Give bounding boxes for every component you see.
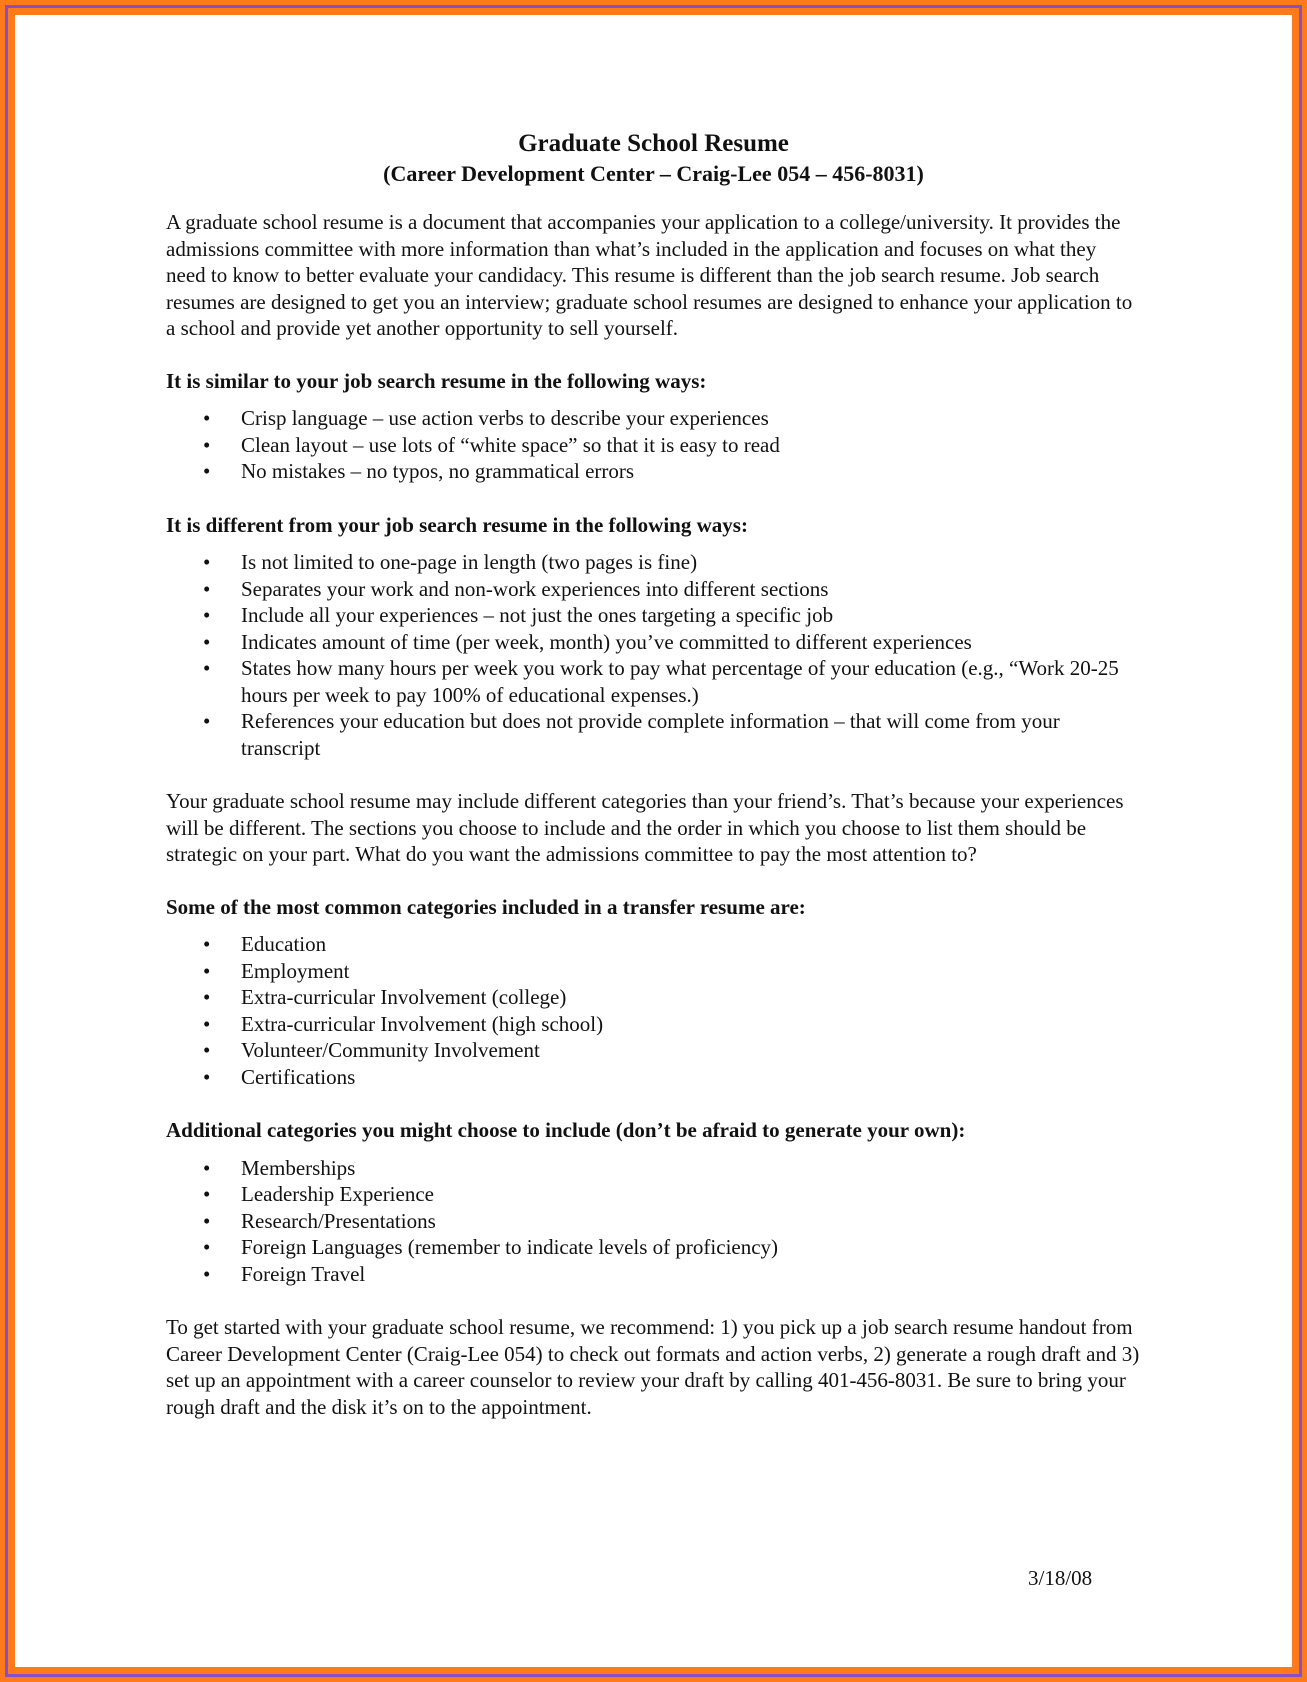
- list-item: [166, 602, 1141, 629]
- bullet-icon: •: [203, 1064, 211, 1089]
- list-item: [166, 958, 1141, 985]
- list-item-text: Foreign Travel: [241, 1261, 366, 1286]
- list-item-text: States how many hours per week you work to pay what percentage of your education (e.g., “Work 20-25 hours per week to pay 100% of educational expenses.): [241, 656, 1119, 707]
- bullet-icon: •: [203, 1038, 211, 1062]
- list-item: [166, 1155, 1141, 1182]
- bullet-icon: •: [203, 985, 211, 1009]
- bullet-icon: •: [203, 958, 211, 983]
- list-item: [166, 1181, 1141, 1208]
- bullet-icon: •: [203, 656, 211, 680]
- document-date: 3/18/08: [1028, 1566, 1093, 1590]
- bullet-icon: •: [203, 1208, 211, 1233]
- list-item: [166, 549, 1141, 576]
- bullet-icon: •: [203, 1011, 211, 1036]
- list-item-text: Extra-curricular Involvement (high school): [241, 1011, 604, 1036]
- list-item-text: Leadership Experience: [241, 1182, 434, 1206]
- bullet-icon: •: [203, 1182, 211, 1206]
- bullet-icon: •: [203, 550, 211, 574]
- list-item: [166, 576, 1141, 603]
- categories-paragraph: Your graduate school resume may include different categories than your friend’s. That’s because your experiences will be different. The sections you choose to include and the order in which you choose to list them should be strategic on your part. What do you want the admissions committee to pay the most attention to?: [166, 789, 1124, 866]
- different-list: [166, 549, 1141, 761]
- list-item: [166, 1261, 1141, 1288]
- bullet-icon: •: [203, 932, 211, 956]
- additional-categories-heading: Additional categories you might choose to include (don’t be afraid to generate your own):: [166, 1118, 966, 1142]
- bullet-icon: •: [203, 406, 211, 430]
- list-item: [166, 432, 1141, 459]
- list-item: [166, 931, 1141, 958]
- common-categories-list: [166, 931, 1141, 1090]
- list-item: [166, 405, 1141, 432]
- list-item-text: Education: [241, 932, 327, 956]
- bullet-icon: •: [203, 432, 211, 457]
- list-item-text: Extra-curricular Involvement (college): [241, 985, 567, 1009]
- list-item-text: Clean layout – use lots of “white space” so that it is easy to read: [241, 432, 780, 457]
- list-item: [166, 458, 1141, 485]
- list-item: [166, 655, 1141, 708]
- list-item-text: Volunteer/Community Involvement: [241, 1038, 540, 1062]
- list-item-text: No mistakes – no typos, no grammatical errors: [241, 459, 635, 483]
- bullet-icon: •: [203, 1155, 211, 1180]
- bullet-icon: •: [203, 1261, 211, 1286]
- list-item-text: Indicates amount of time (per week, month) you’ve committed to different experiences: [241, 629, 972, 654]
- list-item-text: Crisp language – use action verbs to describe your experiences: [241, 406, 769, 430]
- list-item-text: Separates your work and non-work experiences into different sections: [241, 576, 829, 601]
- bullet-icon: •: [203, 709, 211, 733]
- bullet-icon: •: [203, 459, 211, 483]
- list-item-text: Is not limited to one-page in length (two pages is fine): [241, 550, 698, 574]
- list-item-text: Include all your experiences – not just the ones targeting a specific job: [241, 603, 834, 627]
- list-item-text: Employment: [241, 958, 350, 983]
- list-item-text: Research/Presentations: [241, 1208, 436, 1233]
- document-subtitle: (Career Development Center – Craig-Lee 054 – 456-8031): [383, 161, 924, 186]
- list-item: [166, 1064, 1141, 1091]
- bullet-icon: •: [203, 603, 211, 627]
- document-body: [166, 128, 1141, 1446]
- list-item: [166, 1208, 1141, 1235]
- closing-paragraph: To get started with your graduate school resume, we recommend: 1) you pick up a job search resume handout from Career Development Center (Craig-Lee 054) to check out formats and action verbs, 2) generate a rough draft and 3) set up an appointment with a career counselor to review your draft by calling 401-456-8031. Be sure to bring your rough draft and the disk it’s on to the appointment.: [166, 1315, 1140, 1419]
- list-item-text: Certifications: [241, 1064, 356, 1089]
- similar-list: [166, 405, 1141, 485]
- list-item-text: Foreign Languages (remember to indicate levels of proficiency): [241, 1235, 779, 1259]
- common-categories-heading: Some of the most common categories included in a transfer resume are:: [166, 894, 806, 919]
- additional-categories-list: [166, 1155, 1141, 1288]
- bullet-icon: •: [203, 1235, 211, 1259]
- list-item: [166, 1234, 1141, 1261]
- list-item-text: References your education but does not provide complete information – that will come from your transcript: [241, 709, 1060, 760]
- bullet-icon: •: [203, 576, 211, 601]
- list-item: [166, 708, 1141, 761]
- intro-paragraph: A graduate school resume is a document that accompanies your application to a college/university. It provides the admissions committee with more information than what’s included in the application and focuses on what they need to know to better evaluate your candidacy. This resume is different than the job search resume. Job search resumes are designed to get you an interview; graduate school resumes are designed to enhance your application to a school and provide yet another opportunity to sell yourself.: [166, 210, 1133, 340]
- list-item-text: Memberships: [241, 1155, 356, 1180]
- document-title: Graduate School Resume: [518, 130, 789, 157]
- list-item: [166, 984, 1141, 1011]
- list-item: [166, 629, 1141, 656]
- list-item: [166, 1037, 1141, 1064]
- bullet-icon: •: [203, 629, 211, 654]
- different-heading: It is different from your job search resume in the following ways:: [166, 512, 748, 537]
- list-item: [166, 1011, 1141, 1038]
- similar-heading: It is similar to your job search resume in the following ways:: [166, 368, 707, 393]
